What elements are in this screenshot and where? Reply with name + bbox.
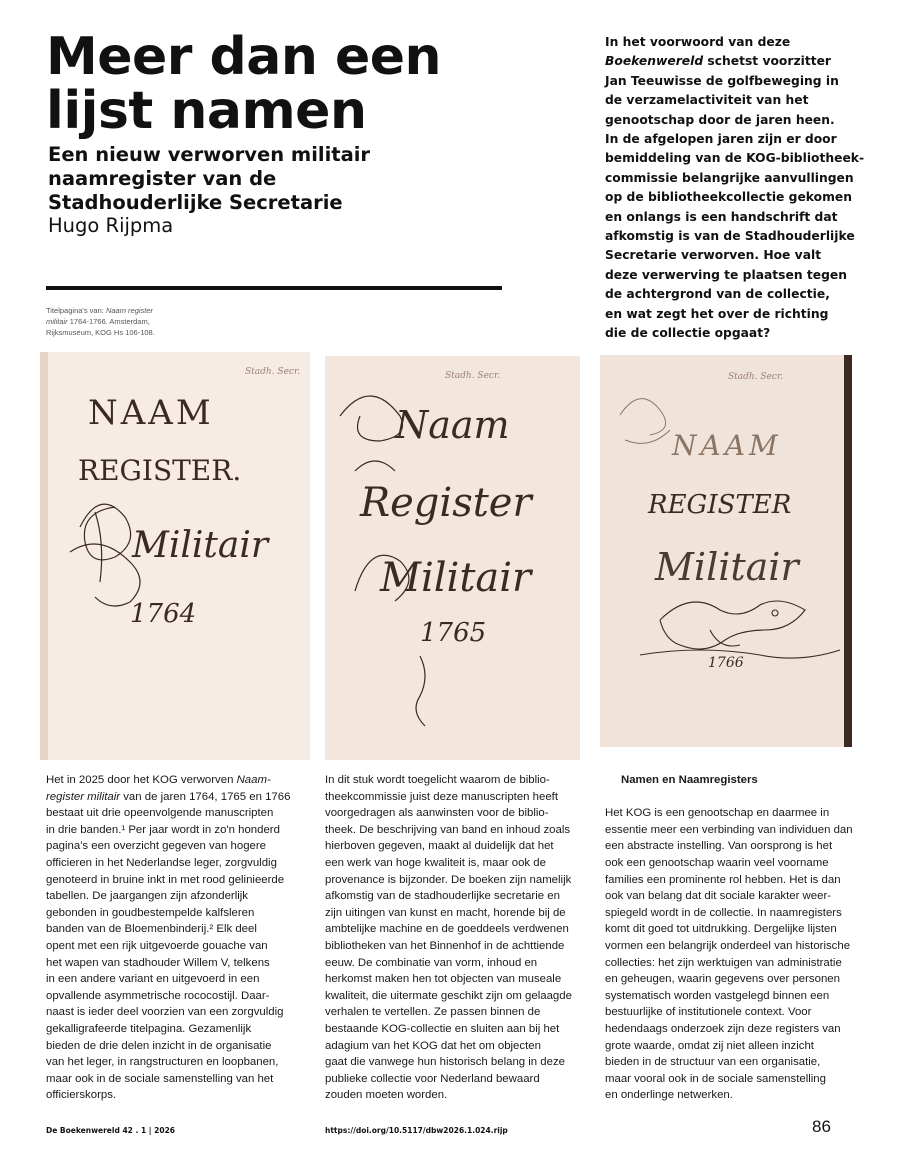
intro-text: schetst voorzitter bbox=[703, 54, 831, 69]
body-column-1 bbox=[46, 772, 314, 1104]
body-line: bestaat uit drie opeenvolgende manuscripten bbox=[46, 807, 274, 820]
intro-line: bemiddeling van de KOG-bibliotheek- bbox=[605, 151, 865, 166]
body-line: bieden de drie delen inzicht in de organisatie bbox=[46, 1039, 272, 1052]
body-line: en onderlinge netwerken. bbox=[605, 1089, 733, 1102]
caption-text: Titelpagina's van: bbox=[46, 306, 106, 315]
body-text: Het in 2025 door het KOG verworven bbox=[46, 774, 237, 786]
photo-year: 1764 bbox=[130, 599, 197, 629]
caption-line bbox=[46, 316, 206, 327]
body-line: naast is ieder deel voorzien van een zorgvuldig bbox=[46, 1006, 284, 1019]
intro-standfirst bbox=[605, 33, 880, 344]
intro-line: In de afgelopen jaren zijn er door bbox=[605, 132, 837, 147]
body-line: pagina's een overzicht gegeven van hogere bbox=[46, 840, 267, 853]
body-italic: Naam- bbox=[236, 774, 271, 786]
body-line: publieke collectie voor Nederland bewaard bbox=[325, 1072, 540, 1085]
title-page-photo-1764 bbox=[40, 352, 310, 760]
body-line: genoteerd in bruine inkt in met rood gelinieerde bbox=[46, 873, 285, 886]
body-line: officierskorps. bbox=[46, 1089, 117, 1102]
intro-line: de verzamelactiviteit van het bbox=[605, 93, 809, 108]
body-line: een abstracte instelling. Van oorsprong is het bbox=[605, 840, 833, 853]
body-line: families een prominente rol hebben. Het is dan bbox=[605, 873, 841, 886]
body-line: hierboven gegeven, maakt al duidelijk dat het bbox=[325, 840, 554, 853]
photo-line3: Militair bbox=[380, 555, 532, 601]
body-line: zouden moeten worden. bbox=[325, 1089, 448, 1102]
body-line: essentie meer een verbinding van individuen dan bbox=[605, 823, 853, 836]
body-line: het wapen van stadhouder Willem V, telkens bbox=[46, 956, 270, 969]
body-line: ambtelijke machine en de goeddeels verdwenen bbox=[325, 923, 569, 936]
photo-line3: Militair bbox=[655, 545, 799, 589]
body-line: officieren in het Nederlandse leger, zorgvuldig bbox=[46, 856, 277, 869]
intro-line: In het voorwoord van deze bbox=[605, 35, 791, 49]
body-line: opvallende asymmetrische rococostijl. Daar- bbox=[46, 989, 270, 1002]
photo-year: 1766 bbox=[708, 655, 744, 671]
photo-top-note: Stadh. Secr. bbox=[245, 367, 301, 377]
body-line: maar vooral ook in de sociale samenstelling bbox=[605, 1072, 826, 1085]
photo-year: 1765 bbox=[420, 618, 487, 648]
subtitle-line: Stadhouderlijke Secretarie bbox=[48, 191, 343, 214]
body-line: van het leger, in rangstructuren en loopbanen, bbox=[46, 1056, 279, 1069]
body-line: gebonden in goudbestempelde kalfsleren bbox=[46, 906, 255, 919]
title-page-photo-1766 bbox=[600, 355, 852, 747]
page-number: 86 bbox=[812, 1117, 831, 1136]
article-author: Hugo Rijpma bbox=[48, 214, 174, 237]
body-lines bbox=[605, 805, 870, 1104]
intro-line: afkomstig is van de Stadhouderlijke bbox=[605, 229, 855, 244]
body-line: tabellen. De jaargangen zijn afzonderlijk bbox=[46, 890, 248, 903]
body-line: grote waarde, omdat zij niet alleen inzicht bbox=[605, 1039, 814, 1052]
subtitle-line: naamregister van de bbox=[48, 167, 277, 190]
title-page-photo-1765 bbox=[325, 356, 580, 760]
photo-line2: Register bbox=[360, 480, 532, 526]
manuscript-illustration bbox=[325, 356, 580, 760]
body-line: theekcommissie juist deze manuscripten heeft bbox=[325, 790, 558, 803]
body-line: kwaliteit, die uitermate geschikt zijn om gelaagde bbox=[325, 989, 572, 1002]
intro-line: de achtergrond van de collectie, bbox=[605, 287, 830, 302]
intro-line: Secretarie verworven. Hoe valt bbox=[605, 248, 822, 263]
body-line: In dit stuk wordt toegelicht waarom de biblio- bbox=[325, 774, 550, 786]
body-line: collecties: het zijn werktuigen van administratie bbox=[605, 956, 842, 969]
body-line: theek. De beschrijving van band en inhoud zoals bbox=[325, 823, 571, 836]
body-line: ook van belang dat dit sociale karakter weer- bbox=[605, 890, 832, 903]
photo-line1: NAAM bbox=[88, 393, 214, 433]
body-italic: register militair bbox=[46, 790, 121, 803]
title-rule bbox=[46, 286, 502, 290]
body-text: van de jaren 1764, 1765 en 1766 bbox=[120, 790, 291, 803]
heading-spacer bbox=[605, 789, 870, 806]
body-line: in een andere variant en uitgevoerd in een bbox=[46, 973, 260, 986]
body-line: zijn uitingen van kunst en macht, horende bij de bbox=[325, 906, 566, 919]
body-line: verhalen te vertellen. Ze passen binnen de bbox=[325, 1006, 541, 1019]
subtitle-line: Een nieuw verworven militair bbox=[48, 143, 371, 166]
intro-line: en onlangs is een handschrift dat bbox=[605, 209, 838, 224]
body-line: en geheugen, waarin gegevens over personen bbox=[605, 973, 840, 986]
body-line: gekalligrafeerde titelpagina. Gezamenlijk bbox=[46, 1022, 252, 1035]
body-line: een werk van hoge kwaliteit is, maar ook de bbox=[325, 856, 546, 869]
journal-footer: De Boekenwereld 42 . 1 | 2026 bbox=[46, 1126, 176, 1135]
body-line: provenance is bijzonder. De boeken zijn namelijk bbox=[325, 873, 572, 886]
intro-line: commissie belangrijke aanvullingen bbox=[605, 170, 854, 185]
photo-line1: Naam bbox=[395, 403, 510, 447]
intro-line: die de collectie opgaat? bbox=[605, 326, 771, 341]
body-line: Het KOG is een genootschap en daarmee in bbox=[605, 807, 830, 820]
photo-top-note: Stadh. Secr. bbox=[728, 372, 784, 382]
body-line: systematisch worden vastgelegd binnen een bbox=[605, 989, 830, 1002]
intro-line: en wat zegt het over de richting bbox=[605, 306, 829, 321]
caption-italic: militair bbox=[46, 317, 68, 326]
body-line bbox=[46, 789, 314, 806]
caption-line: Rijksmuseum, KOG Hs 106-108. bbox=[46, 328, 155, 337]
body-line: banden van de Bloemenbinderij.² Elk deel bbox=[46, 923, 257, 936]
photo-line1: NAAM bbox=[672, 429, 782, 462]
body-line: maar ook in de sociale samenstelling van het bbox=[46, 1072, 274, 1085]
section-heading: Namen en Naamregisters bbox=[621, 774, 758, 786]
intro-italic: Boekenwereld bbox=[605, 54, 704, 69]
intro-line: op de bibliotheekcollectie gekomen bbox=[605, 190, 853, 205]
article-subtitle bbox=[48, 143, 508, 215]
body-line: opent met een rijk uitgevoerde gouache van bbox=[46, 939, 268, 952]
caption-italic: Naam register bbox=[105, 306, 154, 315]
body-line: gaat die vanwege hun historisch belang in deze bbox=[325, 1056, 566, 1069]
body-line: bieden in de structuur van een organisatie, bbox=[605, 1056, 821, 1069]
body-line: spiegeld wordt in de collectie. In naamregisters bbox=[605, 906, 842, 919]
body-lines bbox=[325, 772, 587, 1104]
title-line: Meer dan een bbox=[46, 27, 442, 87]
doi-link[interactable]: https://doi.org/10.5117/dbw2026.1.024.rijp bbox=[325, 1126, 508, 1135]
body-column-3 bbox=[605, 772, 870, 1104]
body-line: hedendaags onderzoek zijn deze registers van bbox=[605, 1022, 841, 1035]
manuscript-illustration bbox=[40, 352, 310, 760]
intro-line: Jan Teeuwisse de golfbeweging in bbox=[605, 73, 839, 88]
body-line: herkomst maken hen tot objecten van museale bbox=[325, 973, 562, 986]
body-line: bibliotheken van het Binnenhof in de achttiende bbox=[325, 939, 565, 952]
body-column-2 bbox=[325, 772, 587, 1104]
article-title bbox=[46, 27, 516, 141]
photo-line2: REGISTER. bbox=[78, 454, 242, 487]
intro-line: genootschap door de jaren heen. bbox=[605, 112, 835, 127]
intro-lines bbox=[605, 72, 880, 344]
body-line: ook een genootschap waarin veel voorname bbox=[605, 856, 829, 869]
title-line: lijst namen bbox=[46, 81, 367, 141]
body-line: in drie banden.¹ Per jaar wordt in zo'n honderd bbox=[46, 823, 280, 836]
body-lines bbox=[46, 805, 314, 1104]
photo-line2: REGISTER bbox=[648, 490, 792, 520]
body-line: voorgedragen als aanwinsten voor de biblio- bbox=[325, 807, 549, 820]
body-line: afkomstig van de stadhouderlijke secretarie en bbox=[325, 890, 560, 903]
figure-caption bbox=[46, 305, 206, 338]
caption-line bbox=[46, 305, 206, 316]
body-line: bestaande KOG-collectie en sluiten aan bij het bbox=[325, 1022, 560, 1035]
body-line: adagium van het KOG dat het om objecten bbox=[325, 1039, 541, 1052]
body-line bbox=[46, 772, 314, 789]
body-line: komt dit goed tot uitdrukking. Dergelijke lijsten bbox=[605, 923, 837, 936]
intro-line: deze verwerving te plaatsen tegen bbox=[605, 267, 847, 282]
caption-text: 1764-1766. Amsterdam, bbox=[67, 317, 150, 326]
photo-top-note: Stadh. Secr. bbox=[445, 371, 501, 381]
body-line: eeuw. De combinatie van vorm, inhoud en bbox=[325, 956, 538, 969]
photo-line3: Militair bbox=[132, 525, 269, 566]
intro-line bbox=[605, 52, 880, 71]
body-line: bestuurlijke of institutionele context. Voor bbox=[605, 1006, 812, 1019]
manuscript-illustration bbox=[600, 355, 852, 747]
body-line: vormen een belangrijk onderdeel van historische bbox=[605, 939, 851, 952]
